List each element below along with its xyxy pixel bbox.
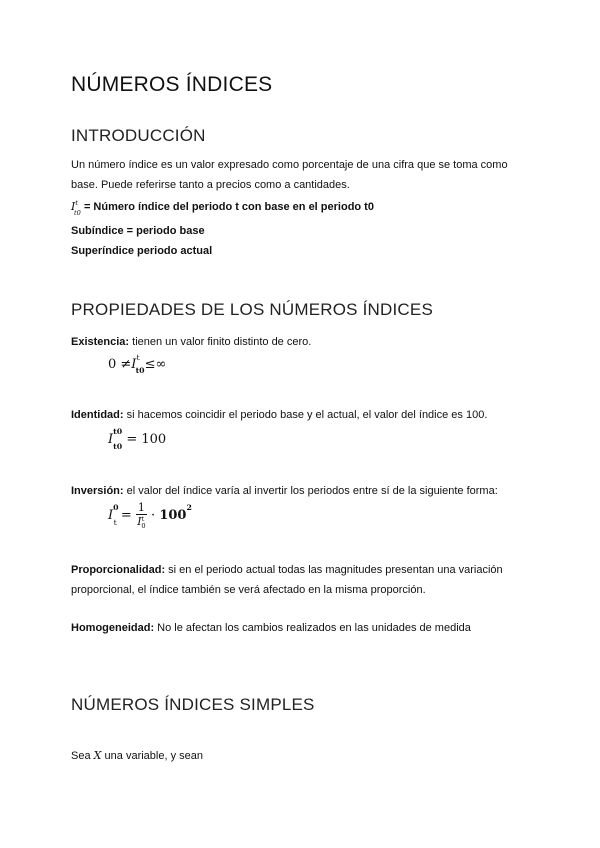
property-label-homogeneidad: Homogeneidad:	[71, 622, 155, 634]
formula-inversion: $I^0_t$ = $\frac{1}{I^t_0}$ · $100^2$	[108, 500, 192, 530]
section-heading-simples: NÚMEROS ÍNDICES SIMPLES	[71, 695, 315, 714]
intro-paragraph-line-2: base. Puede referirse tanto a precios como a cantidades.	[71, 179, 350, 191]
property-proporcionalidad	[71, 560, 503, 580]
section-heading-propiedades: PROPIEDADES DE LOS NÚMEROS ÍNDICES	[71, 300, 433, 319]
property-identidad	[71, 405, 487, 425]
property-label-identidad: Identidad:	[71, 409, 124, 421]
property-homogeneidad	[71, 618, 471, 638]
property-text-existencia: tienen un valor finito distinto de cero.	[129, 336, 312, 348]
superindice-line: Superíndice periodo actual	[71, 245, 213, 257]
property-text-homogeneidad: No le afectan los cambios realizados en las unidades de medida	[154, 622, 471, 634]
property-label-proporcionalidad: Proporcionalidad:	[71, 564, 166, 576]
intro-paragraph-line-1: Un número índice es un valor expresado como porcentaje de una cifra que se toma como	[71, 159, 508, 171]
definition-line	[71, 197, 374, 218]
property-text-identidad: si hacemos coincidir el periodo base y el actual, el valor del índice es 100.	[123, 409, 488, 421]
definition-text: = Número índice del periodo t con base en el periodo t0	[83, 201, 374, 213]
formula-identidad: $I^{t0}_{t0} = 100$	[108, 427, 167, 451]
subindice-line: Subíndice = periodo base	[71, 225, 205, 237]
property-text-proporcionalidad-1: si en el periodo actual todas las magnitudes presentan una variación	[165, 564, 503, 576]
document-title: NÚMEROS ÍNDICES	[71, 73, 273, 96]
property-text-inversion: el valor del índice varía al invertir los periodos entre sí de la siguiente forma:	[123, 485, 498, 497]
property-label-existencia: Existencia:	[71, 336, 130, 348]
section-heading-introduccion: INTRODUCCIÓN	[71, 126, 206, 145]
index-symbol: $I^t_{t0}$	[71, 199, 81, 217]
property-text-proporcionalidad-2: proporcional, el índice también se verá afectado en la misma proporción.	[71, 584, 426, 596]
simples-intro-line: Sea X una variable, y sean	[71, 749, 203, 762]
property-label-inversion: Inversión:	[71, 485, 124, 497]
property-inversion	[71, 481, 498, 501]
variable-x: X	[93, 749, 102, 762]
property-existencia	[71, 332, 311, 352]
formula-existencia: $0 \ne I^t_{t0}\le\infty$	[108, 353, 167, 375]
fraction: $\frac{1}{I^t_0}$	[137, 500, 146, 530]
